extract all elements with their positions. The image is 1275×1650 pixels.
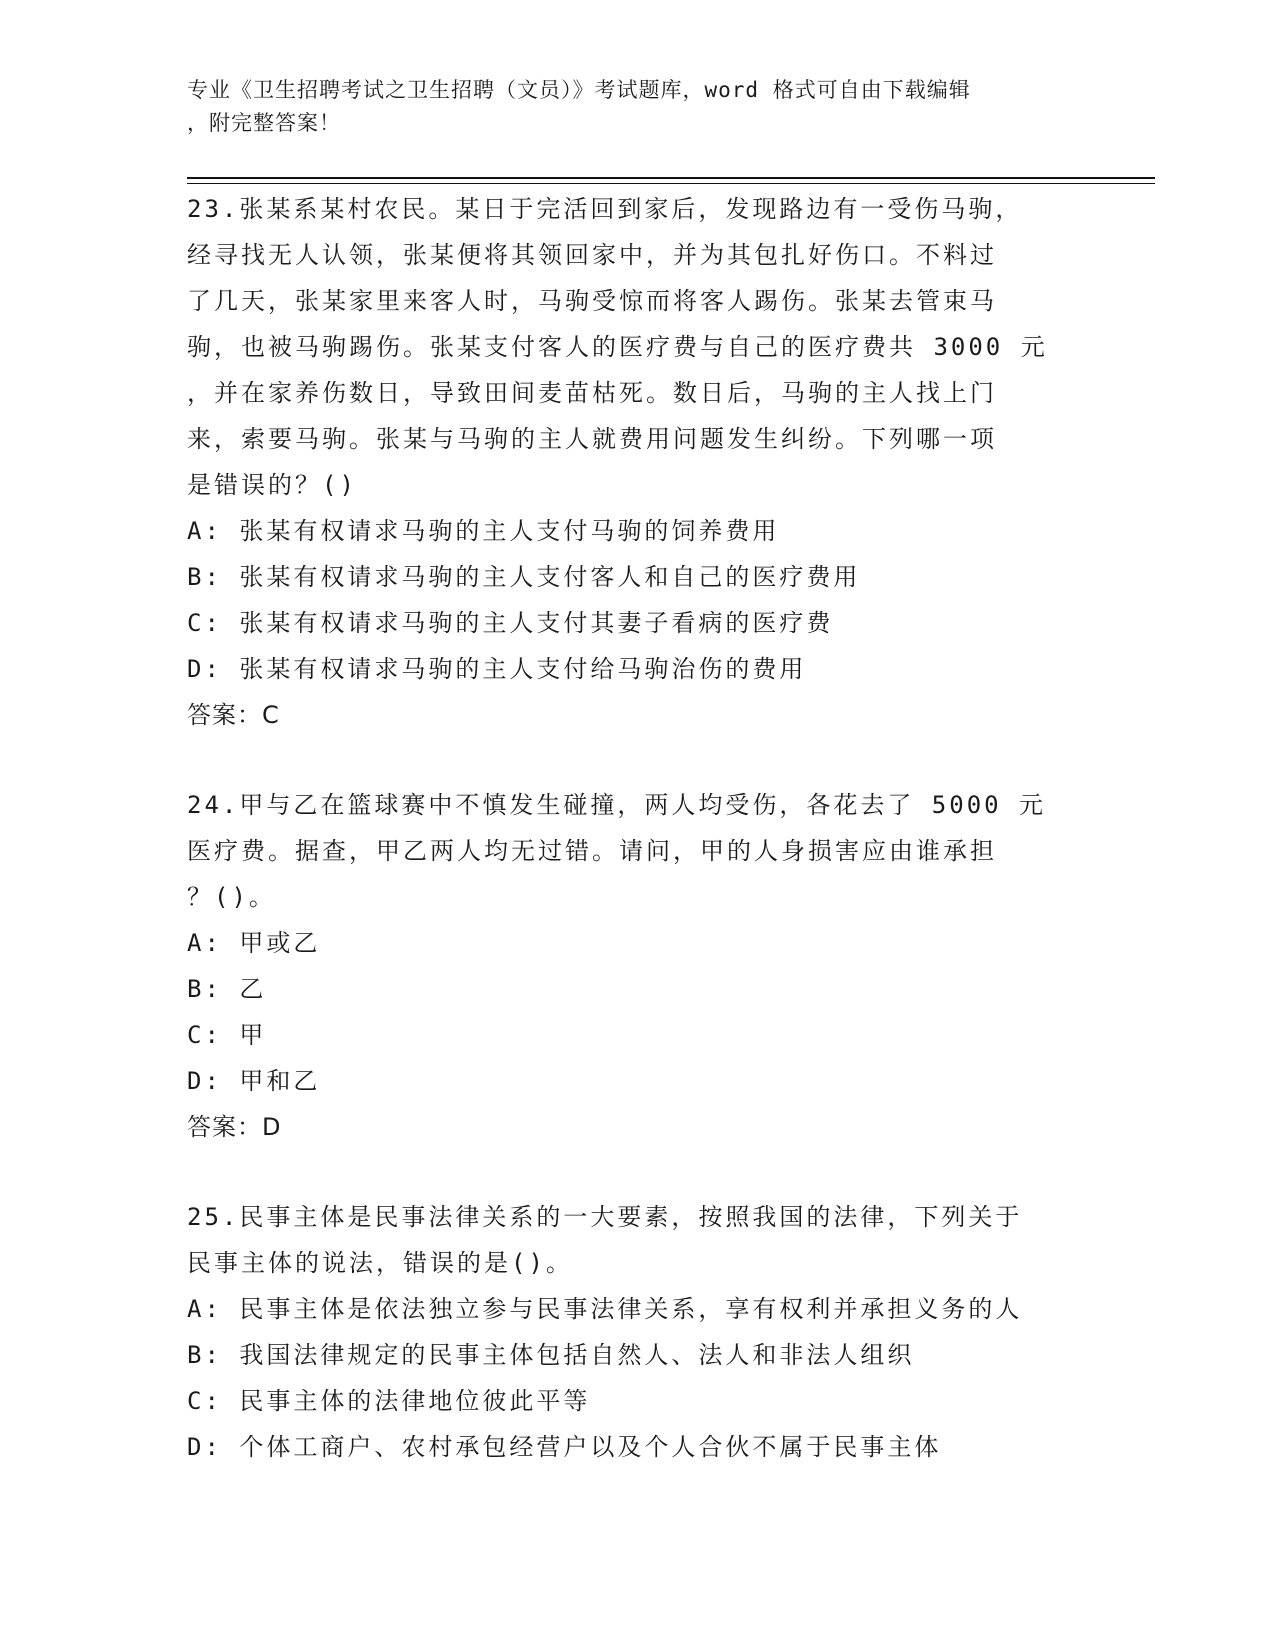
stem-line: 了几天，张某家里来客人时，马驹受惊而将客人踢伤。张某去管束马 [187,287,997,315]
option-d: D: 张某有权请求马驹的主人支付给马驹治伤的费用 [187,655,807,683]
question-24 [187,782,1067,1150]
question-stem [187,1194,1067,1286]
stem-line: 是错误的？() [187,471,357,499]
option-c: C: 甲 [187,1021,267,1049]
answer-label: 答案：D [187,1113,282,1141]
stem-line: 24.甲与乙在篮球赛中不慎发生碰撞，两人均受伤，各花去了 5000 元 [187,791,1047,819]
header-divider-thick [187,177,1155,179]
stem-line: 25.民事主体是民事法律关系的一大要素，按照我国的法律，下列关于 [187,1203,1023,1231]
header-line-1: 专业《卫生招聘考试之卫生招聘（文员）》考试题库，word 格式可自由下载编辑 [187,78,971,102]
option-c: C: 张某有权请求马驹的主人支付其妻子看病的医疗费 [187,609,834,637]
stem-line: 医疗费。据查，甲乙两人均无过错。请问，甲的人身损害应由谁承担 [187,837,997,865]
question-25 [187,1194,1067,1470]
stem-line: ？()。 [187,883,276,911]
option-b: B: 我国法律规定的民事主体包括自然人、法人和非法人组织 [187,1341,915,1369]
stem-line: 驹，也被马驹踢伤。张某支付客人的医疗费与自己的医疗费共 3000 元 [187,333,1048,361]
question-stem [187,782,1067,920]
stem-line: ，并在家养伤数日，导致田间麦苗枯死。数日后，马驹的主人找上门 [187,379,997,407]
stem-line: 来，索要马驹。张某与马驹的主人就费用问题发生纠纷。下列哪一项 [187,425,997,453]
document-header [187,74,1087,140]
stem-line: 经寻找无人认领，张某便将其领回家中，并为其包扎好伤口。不料过 [187,241,997,269]
stem-line: 民事主体的说法，错误的是()。 [187,1249,573,1277]
answer-label: 答案：C [187,701,280,729]
question-spacer [187,1150,1067,1194]
option-a: A: 张某有权请求马驹的主人支付马驹的饲养费用 [187,517,780,545]
option-b: B: 张某有权请求马驹的主人支付客人和自己的医疗费用 [187,563,861,591]
question-spacer [187,738,1067,782]
option-a: A: 甲或乙 [187,929,321,957]
option-d: D: 甲和乙 [187,1067,321,1095]
option-d: D: 个体工商户、农村承包经营户以及个人合伙不属于民事主体 [187,1433,942,1461]
option-b: B: 乙 [187,975,267,1003]
stem-line: 23.张某系某村农民。某日于完活回到家后，发现路边有一受伤马驹， [187,195,1023,223]
question-stem [187,186,1067,508]
option-c: C: 民事主体的法律地位彼此平等 [187,1387,591,1415]
header-divider-thin [187,183,1155,184]
header-line-2: ，附完整答案！ [187,111,341,135]
question-list [187,186,1067,1470]
option-a: A: 民事主体是依法独立参与民事法律关系，享有权利并承担义务的人 [187,1295,1023,1323]
question-23 [187,186,1067,738]
